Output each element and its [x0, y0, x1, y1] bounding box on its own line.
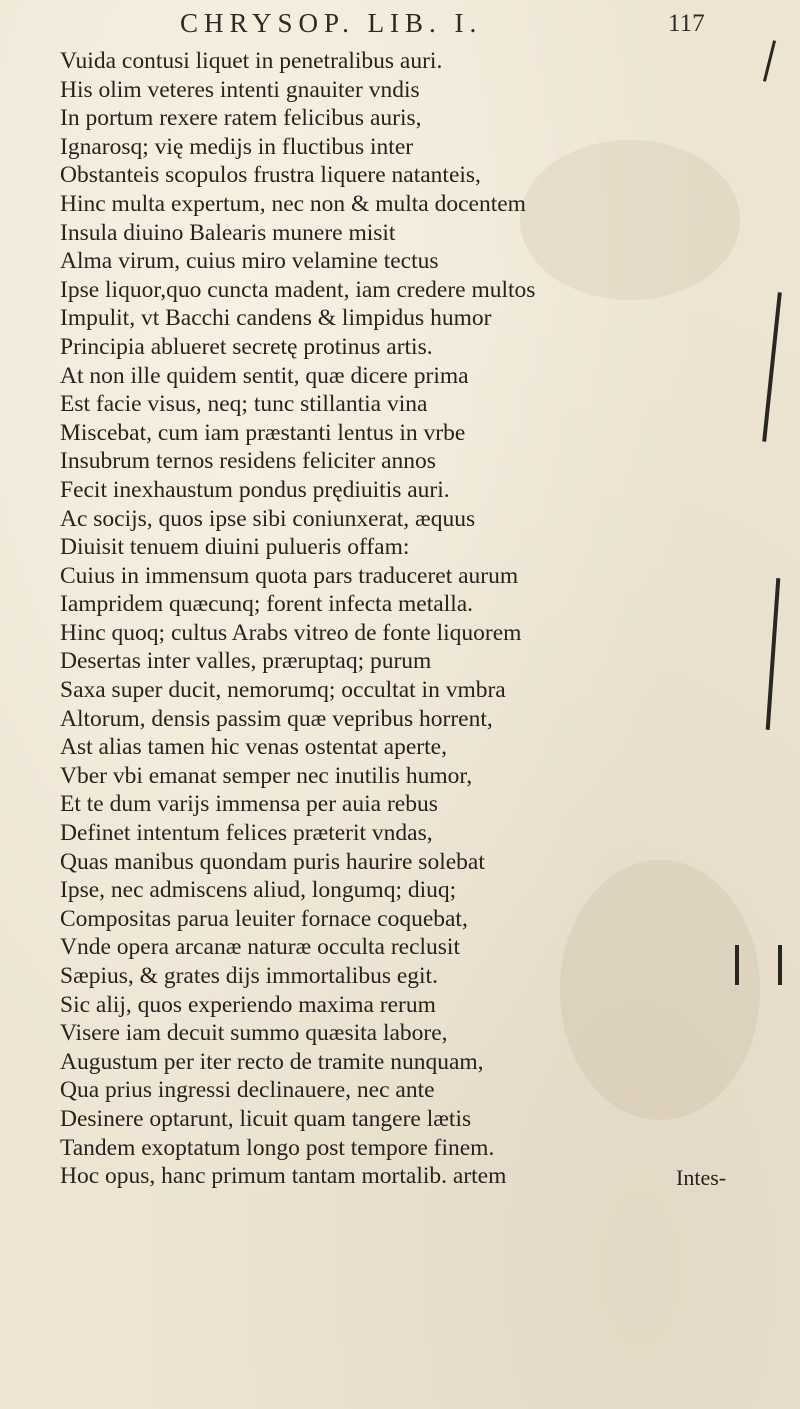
verse-line: Compositas parua leuiter fornace coquebat,	[60, 905, 468, 932]
margin-annotation-stroke	[763, 40, 776, 81]
catchword: Intes-	[676, 1165, 727, 1190]
verse-line: Definet intentum felices præterit vndas,	[60, 820, 433, 847]
verse-line: Sæpius, & grates dijs immortalibus egit.	[60, 963, 438, 989]
verse-line: Quas manibus quondam puris haurire solebat	[60, 848, 485, 875]
verse-line: Hoc opus, hanc primum tantam mortalib. artem	[60, 1163, 507, 1190]
verse-line: Ac socijs, quos ipse sibi coniunxerat, æquus	[60, 505, 476, 532]
verse-line: Ipse, nec admiscens aliud, longumq; diuq;	[60, 877, 457, 904]
verse-line: Et te dum varijs immensa per auia rebus	[60, 791, 438, 818]
running-head: CHRYSOP. LIB. I.	[180, 8, 483, 38]
verse-line: Ignarosq; vię medijs in fluctibus inter	[60, 133, 414, 160]
verse-line: Diuisit tenuem diuini pulueris offam:	[60, 534, 410, 561]
verse-line: Tandem exoptatum longo post tempore finem.	[60, 1134, 495, 1161]
verse-line: Altorum, densis passim quæ vepribus horrent,	[60, 705, 493, 732]
verse-line: Principia ablueret secretę protinus artis.	[60, 333, 433, 360]
verse-line: In portum rexere ratem felicibus auris,	[60, 105, 422, 132]
verse-line: Cuius in immensum quota pars traduceret aurum	[60, 562, 519, 589]
verse-line: Insubrum ternos residens feliciter annos	[60, 448, 436, 475]
verse-line: Sic alij, quos experiendo maxima rerum	[60, 991, 436, 1018]
verse-line: Augustum per iter recto de tramite nunquam,	[60, 1048, 484, 1075]
verse-line: Vuida contusi liquet in penetralibus auri.	[60, 48, 443, 74]
verse-line: Vber vbi emanat semper nec inutilis humor,	[60, 762, 473, 789]
verse-line: Hinc quoq; cultus Arabs vitreo de fonte liquorem	[60, 619, 522, 646]
verse-line: Insula diuino Balearis munere misit	[60, 219, 396, 246]
verse-line: Est facie visus, neq; tunc stillantia vina	[60, 391, 428, 418]
verse-line: Fecit inexhaustum pondus prędiuitis auri.	[60, 476, 450, 503]
page-header	[0, 6, 800, 46]
verse-line: Desinere optarunt, licuit quam tangere lætis	[60, 1105, 472, 1132]
margin-annotation-stroke	[735, 945, 739, 985]
verse-line: Visere iam decuit summo quæsita labore,	[60, 1020, 448, 1047]
verse-line: Saxa super ducit, nemorumq; occultat in vmbra	[60, 677, 506, 704]
verse-line: At non ille quidem sentit, quæ dicere prima	[60, 362, 469, 389]
margin-annotation-stroke	[762, 292, 782, 442]
margin-annotation-stroke	[766, 578, 781, 730]
verse-line: Hinc multa expertum, nec non & multa docentem	[60, 190, 526, 217]
verse-line: Vnde opera arcanæ naturæ occulta reclusit	[60, 934, 460, 961]
verse-line: Obstanteis scopulos frustra liquere natanteis,	[60, 162, 481, 189]
margin-annotation-stroke	[778, 945, 782, 985]
page-number: 117	[668, 10, 705, 37]
verse-line: Ipse liquor,quo cuncta madent, iam credere multos	[60, 276, 536, 303]
verse-line: Desertas inter valles, præruptaq; purum	[60, 648, 432, 675]
verse-line: Iampridem quæcunq; forent infecta metalla.	[60, 591, 474, 618]
poem-text	[60, 47, 760, 1191]
verse-line: Alma virum, cuius miro velamine tectus	[60, 248, 439, 275]
verse-line: His olim veteres intenti gnauiter vndis	[60, 76, 420, 103]
verse-line: Ast alias tamen hic venas ostentat aperte,	[60, 734, 447, 761]
verse-line: Impulit, vt Bacchi candens & limpidus humor	[60, 305, 492, 332]
verse-line: Miscebat, cum iam præstanti lentus in vrbe	[60, 419, 466, 446]
verse-line: Qua prius ingressi declinauere, nec ante	[60, 1077, 435, 1104]
